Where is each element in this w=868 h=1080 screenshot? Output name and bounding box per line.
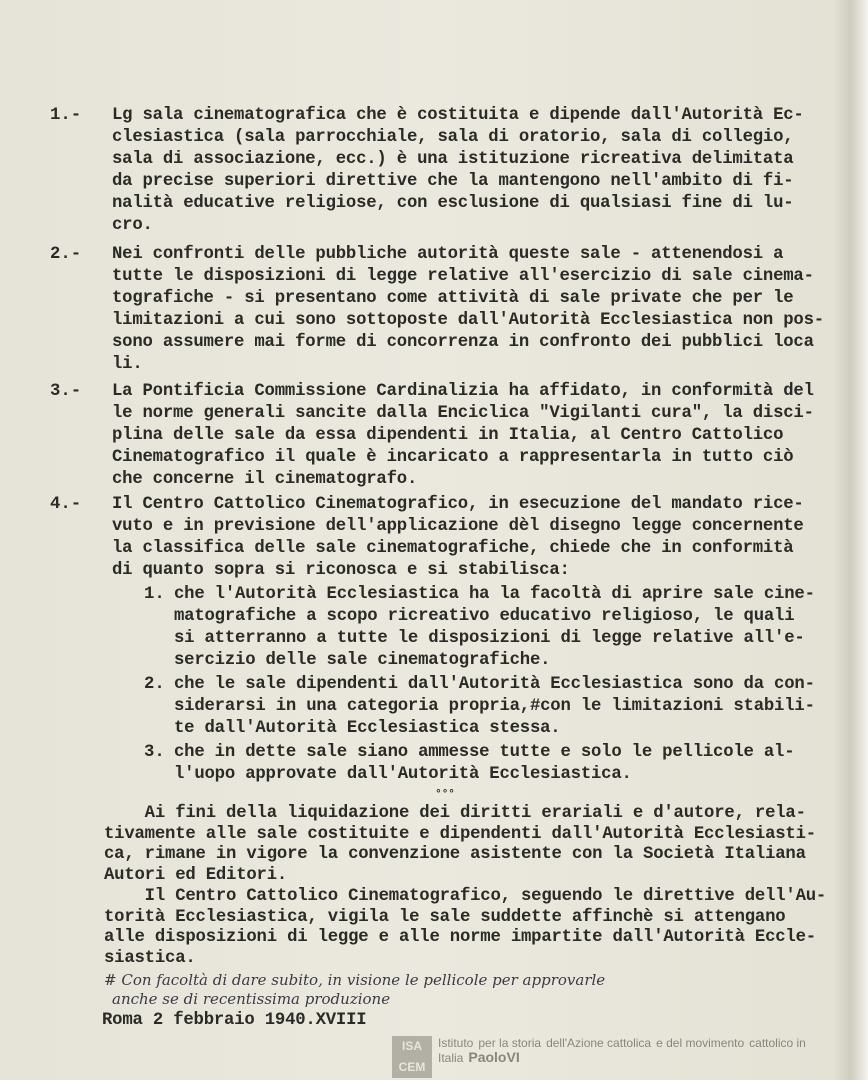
text-line: che concerne il cinematografo. [112, 470, 418, 489]
text-line: matografiche a scopo ricreativo educativo religioso, le quali [174, 607, 795, 626]
item-4-text [112, 494, 804, 582]
subitem-3-text [174, 742, 794, 786]
text-line: sono assumere mai forme di concorrenza in confronto dei pubblici loca [112, 333, 814, 352]
text-line: limitazioni a cui sono sottoposte dall'Autorità Ecclesiastica non pos- [112, 311, 824, 330]
text-line: vuto e in previsione dell'applicazione dèl disegno legge concernente [112, 517, 804, 536]
text-line: torità Ecclesiastica, vigila le sale suddette affinchè si attengano [104, 907, 786, 927]
text-line: Il Centro Cattolico Cinematografico, in esecuzione del mandato rice- [112, 495, 804, 514]
subitem-2-text [174, 674, 815, 740]
archive-watermark-logo [392, 1036, 862, 1078]
text-line: te dall'Autorità Ecclesiastica stessa. [174, 719, 561, 738]
text-line: plina delle sale da essa dipendenti in Italia, al Centro Cattolico [112, 426, 784, 445]
separator-circles: °°° [435, 789, 455, 801]
subitem-number: 1. [144, 585, 165, 604]
closing-paragraph-2 [104, 887, 826, 969]
text-line: le norme generali sancite dalla Enciclica "Vigilanti cura", la disci- [112, 404, 814, 423]
item-number: 2.- [50, 245, 82, 264]
watermark-text [438, 1036, 858, 1065]
text-line: Cinematografico il quale è incaricato a rappresentarla in tutto ciò [112, 448, 794, 467]
watermark-line: per la storia [478, 1036, 542, 1050]
text-line: che le sale dipendenti dall'Autorità Ecclesiastica sono da con- [174, 675, 815, 694]
text-line: tografiche - si presentano come attività di sale private che per le [112, 289, 794, 308]
watermark-mark: ISA CEM [392, 1036, 432, 1078]
text-line: tutte le disposizioni di legge relative all'esercizio di sale cinema- [112, 267, 814, 286]
text-line: sercizio delle sale cinematografiche. [174, 651, 551, 670]
item-number: 1.- [50, 106, 82, 125]
text-line: La Pontificia Commissione Cardinalizia ha affidato, in conformità del [112, 382, 814, 401]
text-line: ca, rimane in vigore la convenzione asistente con la Società Italiana [104, 845, 806, 864]
item-2-text [112, 244, 824, 376]
text-line: li. [112, 355, 143, 374]
text-line: alle disposizioni di legge e alle norme impartite dall'Autorità Eccle- [104, 928, 816, 947]
text-line: Autori ed Editori. [104, 865, 288, 885]
closing-paragraph-1 [104, 804, 816, 886]
subitem-number: 3. [144, 743, 165, 762]
subitem-1-text [174, 584, 815, 672]
text-line: tivamente alle sale costituite e dipendenti dall'Autorità Ecclesiasti- [104, 824, 816, 844]
handwritten-note-line: # Con facoltà di dare subito, in visione le pellicole per approvarle [104, 971, 606, 989]
subitem-number: 2. [144, 675, 165, 694]
text-line: da precise superiori direttive che la mantengono nell'ambito di fi- [112, 172, 794, 191]
text-line: Lg sala cinematografica che è costituita e dipende dall'Autorità Ec- [112, 106, 804, 125]
text-line: nalità educative religiose, con esclusione di qualsiasi fine di lu- [112, 194, 794, 213]
text-line: siderarsi in una categoria propria,#con le limitazioni stabili- [174, 697, 815, 716]
item-number: 4.- [50, 495, 82, 514]
text-line: clesiastica (sala parrocchiale, sala di oratorio, sala di collegio, [112, 128, 794, 147]
text-line: Nei confronti delle pubbliche autorità queste sale - attenendosi a [112, 245, 784, 264]
text-line: che l'Autorità Ecclesiastica ha la facoltà di aprire sale cine- [174, 585, 815, 604]
text-line: la classifica delle sale cinematografiche, chiede che in conformità [112, 539, 794, 558]
text-line: Ai fini della liquidazione dei diritti erariali e d'autore, rela- [104, 804, 806, 823]
watermark-line: e del movimento [656, 1036, 745, 1050]
text-line: si atterranno a tutte le disposizioni di legge relative all'e- [174, 629, 805, 648]
text-line: siastica. [104, 948, 196, 968]
date-line: Roma 2 febbraio 1940.XVIII [102, 1011, 367, 1030]
handwritten-note-line: anche se di recentissima produzione [112, 990, 391, 1008]
watermark-line: dell'Azione cattolica [546, 1036, 652, 1050]
item-1-text [112, 105, 804, 237]
watermark-line: Istituto [438, 1036, 474, 1050]
watermark-name: PaoloVI [468, 1049, 520, 1065]
text-line: che in dette sale siano ammesse tutte e solo le pellicole al- [174, 743, 795, 762]
text-line: di quanto sopra si riconosca e si stabilisca: [112, 561, 570, 580]
text-line: sala di associazione, ecc.) è una istituzione ricreativa delimitata [112, 150, 794, 169]
text-line: Il Centro Cattolico Cinematografico, seguendo le direttive dell'Au- [104, 887, 827, 906]
item-3-text [112, 381, 814, 491]
text-line: l'uopo approvate dall'Autorità Ecclesiastica. [174, 765, 632, 784]
watermark-line: cattolico in Italia [438, 1036, 806, 1065]
text-line: cro. [112, 216, 153, 235]
item-number: 3.- [50, 382, 82, 401]
